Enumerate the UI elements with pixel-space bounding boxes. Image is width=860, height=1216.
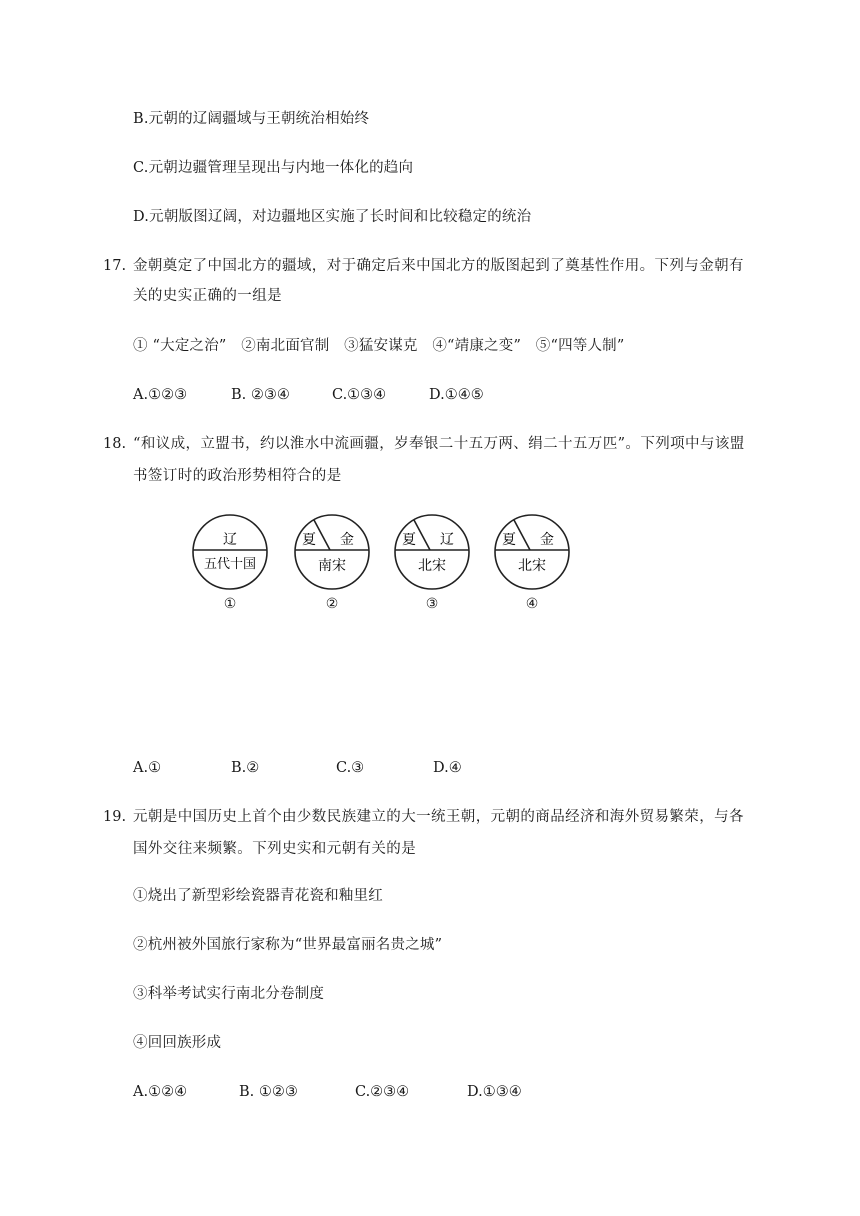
circle-diagram-3 xyxy=(392,512,472,592)
circle-diagram-1 xyxy=(190,512,270,592)
d1-label: ① xyxy=(223,596,237,612)
q17-option-b: B. ②③④ xyxy=(231,387,290,403)
q18-number: 18. xyxy=(103,436,127,452)
q18-options xyxy=(133,758,773,778)
circle-diagram-2 xyxy=(292,512,372,592)
d4-top-left: 夏 xyxy=(502,532,516,548)
q19-item-1: ①烧出了新型彩绘瓷器青花瓷和釉里红 xyxy=(133,888,383,904)
d1-bottom: 五代十国 xyxy=(203,557,257,572)
q18-option-d: D.④ xyxy=(433,760,462,776)
q17-items: ① “大定之治” ②南北面官制 ③猛安谋克 ④“靖康之变” ⑤“四等人制” xyxy=(133,338,625,354)
d2-label: ② xyxy=(325,596,339,612)
q16-option-b: B.元朝的辽阔疆域与王朝统治相始终 xyxy=(133,111,370,127)
d2-bottom: 南宋 xyxy=(318,558,346,574)
q19-option-a: A.①②④ xyxy=(133,1084,188,1100)
d4-bottom: 北宋 xyxy=(518,558,546,574)
d2-top-left: 夏 xyxy=(302,532,316,548)
q18-stem-line2: 书签订时的政治形势相符合的是 xyxy=(133,468,342,484)
q17-stem-line2: 关的史实正确的一组是 xyxy=(133,288,282,304)
q18-option-a: A.① xyxy=(133,760,162,776)
q19-option-d: D.①③④ xyxy=(467,1084,522,1100)
q18-diagram-2 xyxy=(292,512,372,612)
q18-diagram-1 xyxy=(190,512,270,612)
d4-top-right: 金 xyxy=(540,532,554,548)
q16-option-d: D.元朝版图辽阔，对边疆地区实施了长时间和比较稳定的统治 xyxy=(133,209,532,225)
q16-option-c: C.元朝边疆管理呈现出与内地一体化的趋向 xyxy=(133,160,414,176)
q17-number: 17. xyxy=(103,258,127,274)
q19-stem-line2: 国外交往来频繁。下列史实和元朝有关的是 xyxy=(133,841,417,857)
q19-item-4: ④回回族形成 xyxy=(133,1035,222,1051)
d1-top: 辽 xyxy=(223,532,237,548)
q18-diagram-4 xyxy=(492,512,572,612)
q19-item-2: ②杭州被外国旅行家称为“世界最富丽名贵之城” xyxy=(133,937,443,953)
q17-stem-line1: 金朝奠定了中国北方的疆域，对于确定后来中国北方的版图起到了奠基性作用。下列与金朝有 xyxy=(133,258,744,274)
q19-item-3: ③科举考试实行南北分卷制度 xyxy=(133,986,325,1002)
d3-bottom: 北宋 xyxy=(418,558,446,574)
q17-option-c: C.①③④ xyxy=(332,387,387,403)
d4-label: ④ xyxy=(525,596,539,612)
d2-top-right: 金 xyxy=(340,532,354,548)
q18-option-b: B.② xyxy=(231,760,260,776)
d3-top-left: 夏 xyxy=(402,532,416,548)
q19-number: 19. xyxy=(103,809,127,825)
q19-option-c: C.②③④ xyxy=(355,1084,410,1100)
q19-stem-line1: 元朝是中国历史上首个由少数民族建立的大一统王朝，元朝的商品经济和海外贸易繁荣，与各 xyxy=(133,809,744,825)
q19-option-b: B. ①②③ xyxy=(239,1084,298,1100)
q18-option-c: C.③ xyxy=(336,760,365,776)
d3-top-right: 辽 xyxy=(440,532,454,548)
q19-options xyxy=(133,1082,773,1102)
q17-option-a: A.①②③ xyxy=(133,387,188,403)
q18-diagram-3 xyxy=(392,512,472,612)
d3-label: ③ xyxy=(425,596,439,612)
q17-options xyxy=(133,385,773,405)
q18-stem-line1: “和议成，立盟书，约以淮水中流画疆，岁奉银二十五万两、绢二十五万匹”。下列项中与该盟 xyxy=(133,436,745,452)
q17-option-d: D.①④⑤ xyxy=(429,387,484,403)
circle-diagram-4 xyxy=(492,512,572,592)
